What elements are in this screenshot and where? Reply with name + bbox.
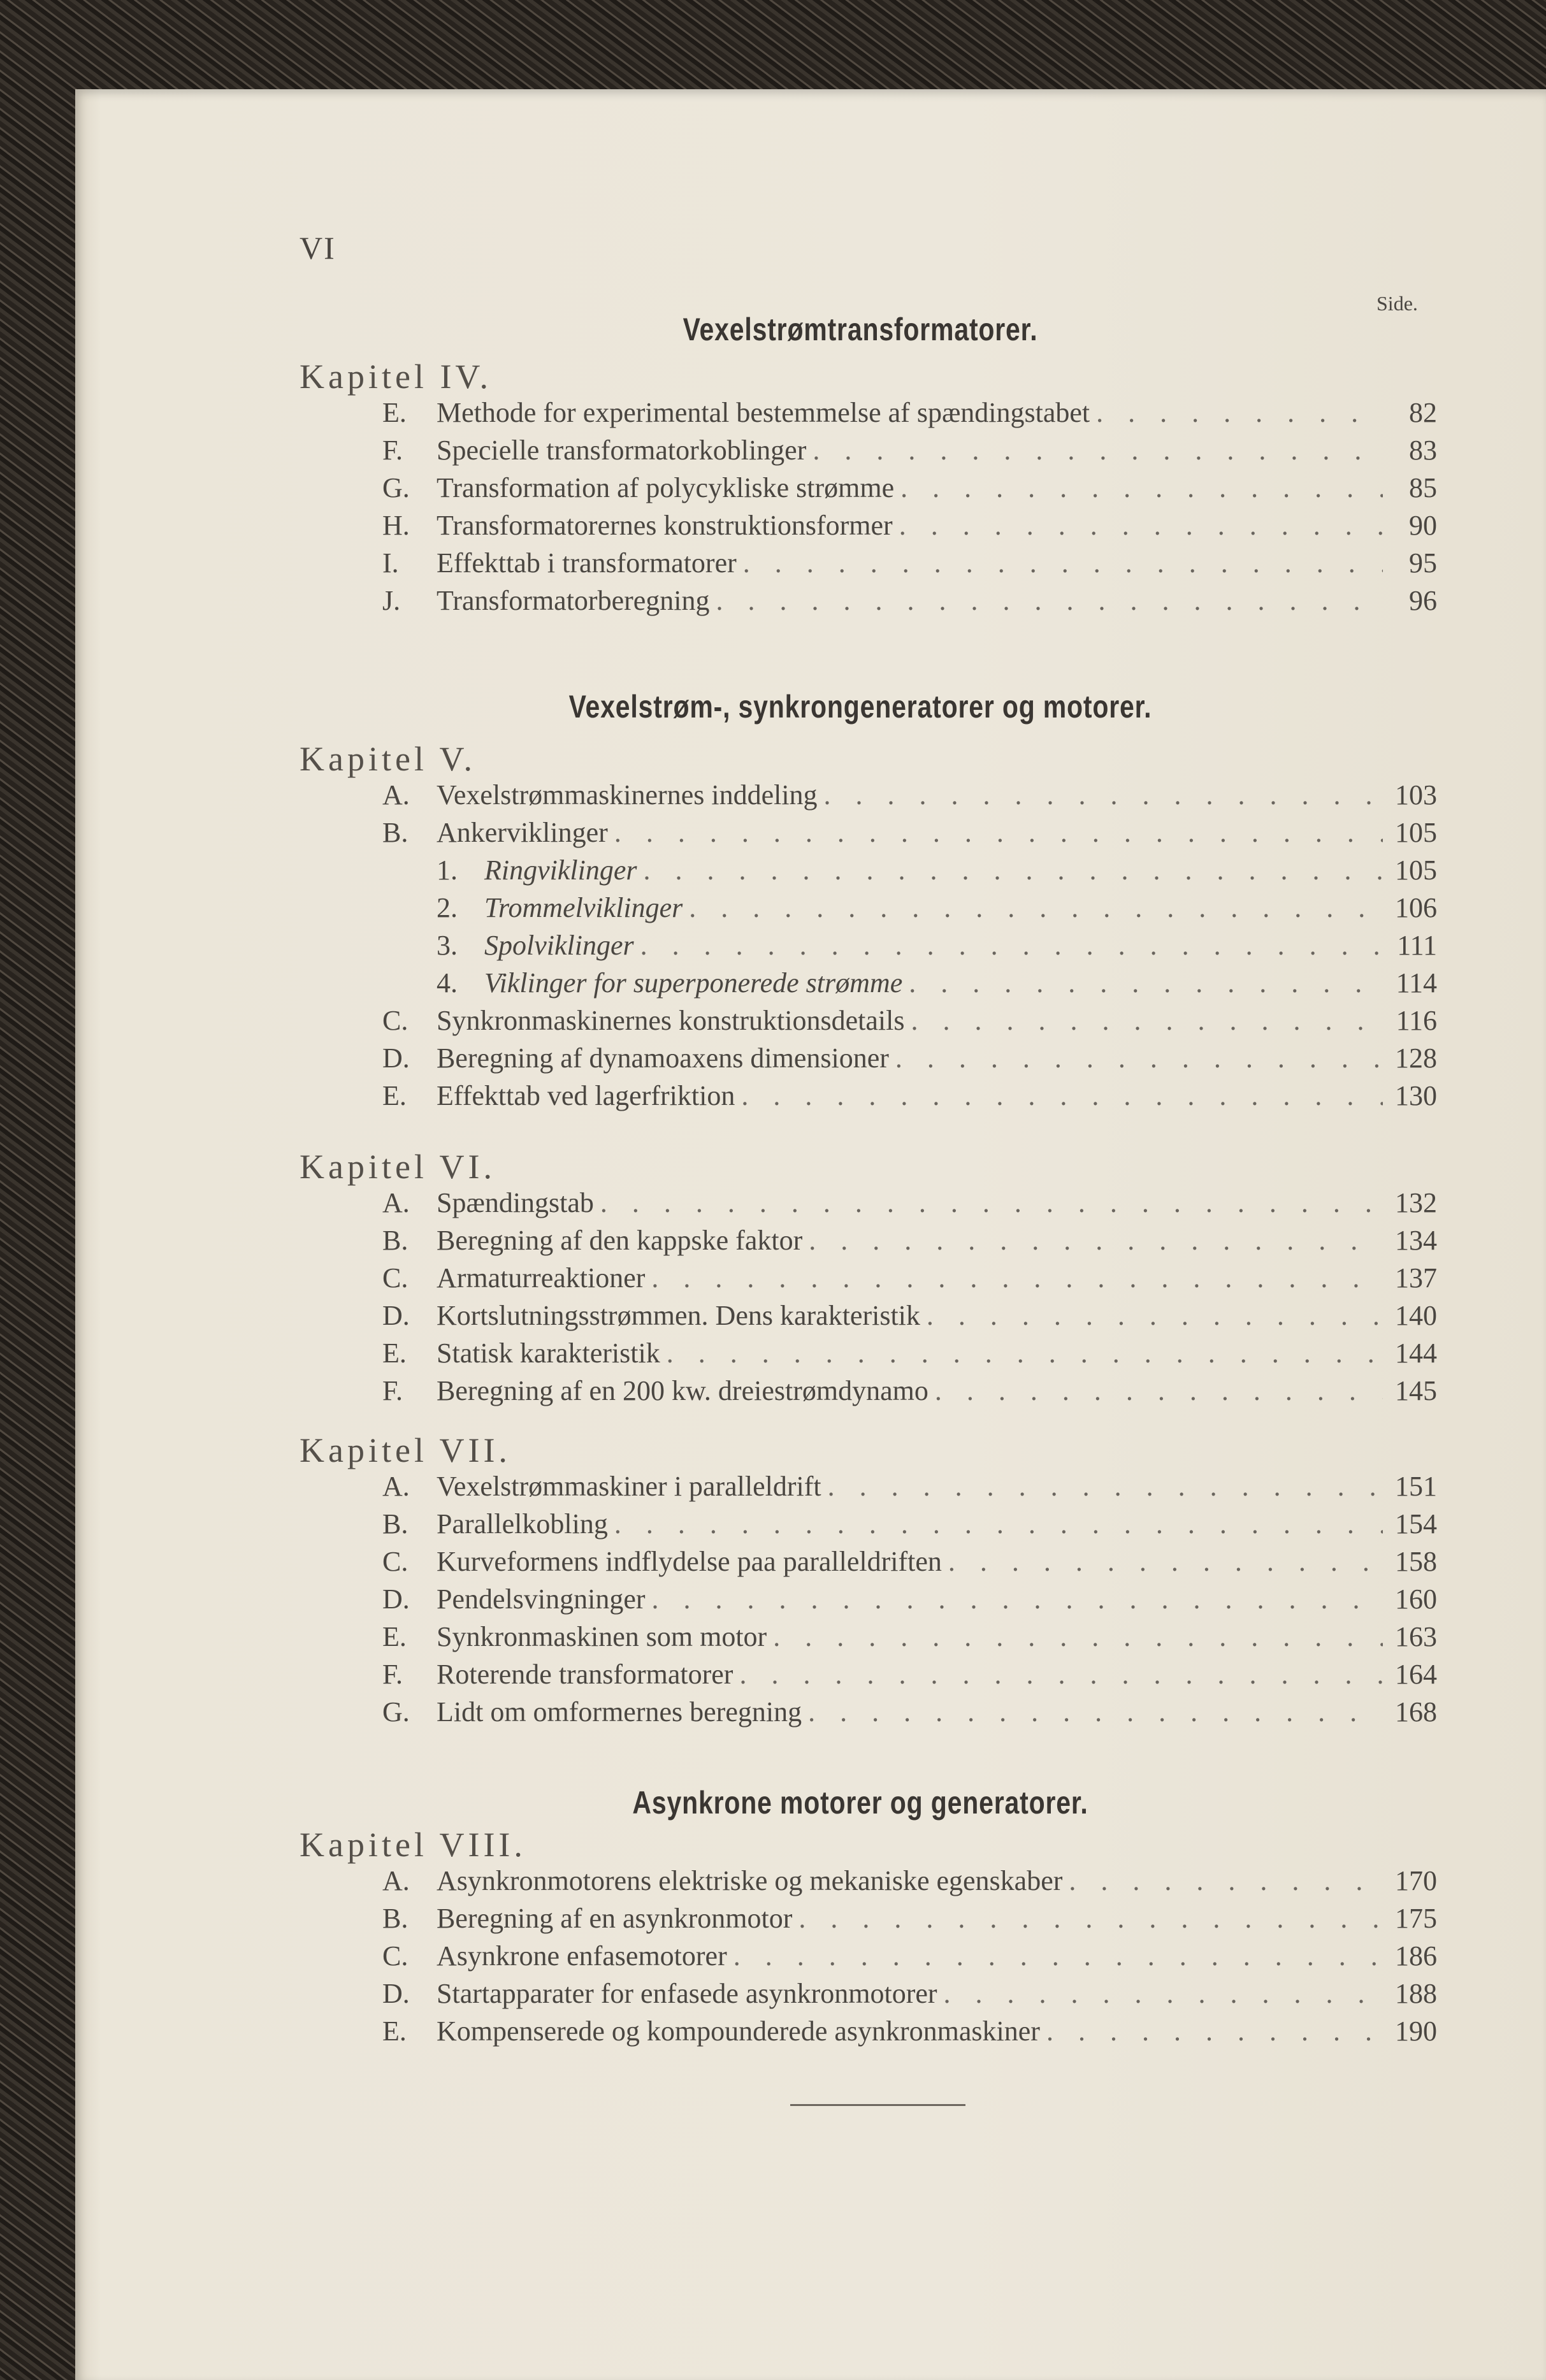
- entry-title: Beregning af den kappske faktor: [437, 1225, 803, 1256]
- dot-leader: [937, 1977, 1383, 2010]
- entry-title: Synkronmaskinen som motor: [437, 1621, 767, 1652]
- toc-entry: [382, 1042, 1437, 1079]
- entry-title: Beregning af dynamoaxens dimensioner: [437, 1042, 889, 1074]
- section-heading: Vexelstrøm-, synkrongeneratorer og motorer.: [568, 689, 1152, 725]
- entry-title: Beregning af en 200 kw. dreiestrømdynamo: [437, 1375, 928, 1406]
- entry-title: Transformation af polycykliske strømme: [437, 472, 895, 503]
- entry-page: 90: [1409, 510, 1437, 541]
- entry-title: Asynkrone enfasemotorer: [437, 1940, 727, 1972]
- chapter-title: Kapitel V.: [300, 740, 477, 778]
- entry-letter: 3.: [437, 930, 458, 961]
- side-column-label: Side.: [1376, 292, 1418, 315]
- dot-leader: [889, 1042, 1383, 1074]
- entry-page: 170: [1395, 1865, 1437, 1896]
- chapter-title: Kapitel IV.: [300, 357, 492, 396]
- dot-leader: [634, 929, 1383, 962]
- entry-title: Roterende transformatorer: [437, 1659, 733, 1690]
- chapter-entries: [382, 1864, 1437, 2052]
- entry-letter: D.: [382, 1978, 410, 2009]
- dot-leader: [1040, 2015, 1383, 2047]
- toc-entry: [382, 1186, 1437, 1224]
- entry-title: Pendelsvingninger: [437, 1583, 646, 1615]
- entry-title: Parallelkobling: [437, 1508, 608, 1540]
- entry-page: 128: [1395, 1042, 1437, 1074]
- entry-letter: 2.: [437, 892, 458, 923]
- entry-letter: C.: [382, 1262, 408, 1294]
- entry-letter: C.: [382, 1005, 408, 1036]
- entry-title: Lidt om omformernes beregning: [437, 1696, 802, 1727]
- entry-letter: B.: [382, 1508, 408, 1540]
- toc-entry: [382, 891, 1437, 929]
- entry-title: Beregning af en asynkronmotor: [437, 1903, 793, 1934]
- dot-leader: [894, 472, 1383, 504]
- chapter-entries: [382, 1186, 1437, 1412]
- entry-letter: C.: [382, 1940, 408, 1972]
- entry-page: 140: [1395, 1300, 1437, 1331]
- toc-entry: [382, 1864, 1437, 1902]
- chapter-title: Kapitel VI.: [300, 1148, 496, 1186]
- entry-title: Ankerviklinger: [437, 817, 608, 848]
- entry-letter: A.: [382, 779, 410, 811]
- dot-leader: [733, 1658, 1383, 1691]
- entry-page: 114: [1396, 967, 1437, 999]
- entry-letter: 1.: [437, 855, 458, 886]
- entry-title: Vexelstrømmaskiner i paralleldrift: [437, 1471, 821, 1502]
- dot-leader: [737, 547, 1383, 579]
- entry-title: Effekttab ved lagerfriktion: [437, 1080, 735, 1111]
- toc-entry: [382, 1224, 1437, 1262]
- entry-letter: A.: [382, 1187, 410, 1218]
- toc-entry: [382, 1299, 1437, 1337]
- entry-page: 168: [1395, 1696, 1437, 1727]
- entry-page: 158: [1395, 1546, 1437, 1577]
- chapter-entries: [382, 1470, 1437, 1733]
- entry-letter: C.: [382, 1546, 408, 1577]
- entry-letter: G.: [382, 1696, 410, 1727]
- entry-title: Effekttab i transformatorer: [437, 547, 737, 579]
- chapter-title: Kapitel VII.: [300, 1431, 511, 1469]
- entry-title: Synkronmaskinernes konstruktionsdetails: [437, 1005, 905, 1036]
- entry-page: 130: [1395, 1080, 1437, 1111]
- entry-title: Spolviklinger: [484, 930, 634, 961]
- entry-title: Startapparater for enfasede asynkronmotorer: [437, 1978, 937, 2009]
- entry-letter: B.: [382, 1903, 408, 1934]
- toc-entry: [382, 816, 1437, 854]
- entry-title: Transformatorberegning: [437, 585, 710, 616]
- dot-leader: [821, 1470, 1383, 1503]
- entry-page: 106: [1395, 892, 1437, 923]
- dot-leader: [608, 816, 1383, 849]
- end-rule: [790, 2104, 965, 2106]
- entry-page: 190: [1395, 2016, 1437, 2047]
- entry-page: 82: [1409, 397, 1437, 428]
- toc-entry: [382, 1374, 1437, 1412]
- dot-leader: [608, 1508, 1383, 1540]
- toc-entry: [382, 1079, 1437, 1117]
- entry-page: 134: [1395, 1225, 1437, 1256]
- entry-title: Viklinger for superponerede strømme: [484, 967, 903, 999]
- entry-page: 160: [1395, 1583, 1437, 1615]
- dot-leader: [806, 434, 1383, 466]
- toc-entry: [382, 547, 1437, 584]
- dot-leader: [928, 1374, 1383, 1407]
- entry-letter: B.: [382, 1225, 408, 1256]
- entry-letter: E.: [382, 2016, 407, 2047]
- entry-letter: I.: [382, 547, 399, 579]
- entry-page: 103: [1395, 779, 1437, 811]
- entry-letter: H.: [382, 510, 410, 541]
- entry-page: 96: [1409, 585, 1437, 616]
- entry-page: 105: [1395, 855, 1437, 886]
- toc-entry: [382, 1977, 1437, 2015]
- entry-page: 164: [1395, 1659, 1437, 1690]
- entry-letter: 4.: [437, 967, 458, 999]
- chapter-entries: [382, 396, 1437, 622]
- entry-title: Specielle transformatorkoblinger: [437, 435, 807, 466]
- entry-title: Ringviklinger: [484, 855, 637, 886]
- entry-letter: E.: [382, 1621, 407, 1652]
- entry-letter: A.: [382, 1865, 410, 1896]
- entry-page: 137: [1395, 1262, 1437, 1294]
- entry-letter: E.: [382, 397, 407, 428]
- toc-entry: [382, 434, 1437, 472]
- entry-page: 154: [1395, 1508, 1437, 1540]
- toc-entry: [382, 1470, 1437, 1508]
- toc-entry: [382, 1902, 1437, 1940]
- dot-leader: [646, 1583, 1383, 1615]
- dot-leader: [905, 1004, 1383, 1037]
- entry-page: 175: [1395, 1903, 1437, 1934]
- toc-entry: [382, 1508, 1437, 1545]
- entry-letter: D.: [382, 1300, 410, 1331]
- dot-leader: [942, 1545, 1383, 1578]
- entry-page: 83: [1409, 435, 1437, 466]
- dot-leader: [710, 584, 1383, 617]
- chapter-title: Kapitel VIII.: [300, 1826, 526, 1864]
- entry-page: 145: [1395, 1375, 1437, 1406]
- toc-entry: [382, 1337, 1437, 1374]
- toc-entry: [382, 2015, 1437, 2052]
- toc-entry: [382, 854, 1437, 891]
- toc-entry: [382, 472, 1437, 509]
- entry-title: Statisk karakteristik: [437, 1338, 660, 1369]
- entry-title: Trommelviklinger: [484, 892, 683, 923]
- entry-letter: F.: [382, 435, 403, 466]
- dot-leader: [902, 967, 1383, 999]
- dot-leader: [683, 891, 1383, 924]
- entry-title: Armaturreaktioner: [437, 1262, 646, 1294]
- entry-page: 144: [1395, 1338, 1437, 1369]
- dot-leader: [802, 1224, 1383, 1257]
- dot-leader: [893, 509, 1383, 542]
- dot-leader: [645, 1262, 1383, 1294]
- entry-letter: G.: [382, 472, 410, 503]
- dot-leader: [920, 1299, 1383, 1332]
- entry-title: Kompenserede og kompounderede asynkronmaskiner: [437, 2016, 1040, 2047]
- entry-letter: E.: [382, 1080, 407, 1111]
- entry-page: 188: [1395, 1978, 1437, 2009]
- entry-letter: D.: [382, 1583, 410, 1615]
- dot-leader: [767, 1620, 1383, 1653]
- dot-leader: [660, 1337, 1383, 1369]
- entry-letter: D.: [382, 1042, 410, 1074]
- dot-leader: [1090, 396, 1383, 429]
- entry-page: 186: [1395, 1940, 1437, 1972]
- entry-page: 95: [1409, 547, 1437, 579]
- entry-title: Methode for experimental bestemmelse af spændingstabet: [437, 397, 1090, 428]
- toc-entry: [382, 1620, 1437, 1658]
- toc-entry: [382, 1262, 1437, 1299]
- entry-title: Kurveformens indflydelse paa paralleldriften: [437, 1546, 942, 1577]
- dot-leader: [818, 779, 1383, 811]
- dot-leader: [802, 1696, 1383, 1728]
- page-number: VI: [300, 230, 336, 266]
- toc-entry: [382, 1004, 1437, 1042]
- entry-letter: E.: [382, 1338, 407, 1369]
- entry-title: Asynkronmotorens elektriske og mekaniske egenskaber: [437, 1865, 1063, 1896]
- chapter-entries: [382, 779, 1437, 1117]
- dot-leader: [727, 1940, 1383, 1972]
- toc-entry: [382, 929, 1437, 967]
- toc-entry: [382, 967, 1437, 1004]
- dot-leader: [1062, 1864, 1383, 1897]
- entry-page: 163: [1395, 1621, 1437, 1652]
- entry-letter: F.: [382, 1659, 403, 1690]
- section-heading: Asynkrone motorer og generatorer.: [632, 1785, 1088, 1821]
- entry-letter: B.: [382, 817, 408, 848]
- dot-leader: [637, 854, 1383, 886]
- entry-title: Spændingstab: [437, 1187, 594, 1218]
- toc-entry: [382, 509, 1437, 547]
- toc-entry: [382, 1696, 1437, 1733]
- toc-entry: [382, 779, 1437, 816]
- entry-title: Kortslutningsstrømmen. Dens karakteristik: [437, 1300, 920, 1331]
- entry-page: 111: [1397, 930, 1437, 961]
- toc-entry: [382, 1940, 1437, 1977]
- toc-entry: [382, 584, 1437, 622]
- entry-page: 132: [1395, 1187, 1437, 1218]
- entry-page: 105: [1395, 817, 1437, 848]
- toc-entry: [382, 396, 1437, 434]
- dot-leader: [735, 1079, 1383, 1112]
- toc-entry: [382, 1658, 1437, 1696]
- toc-entry: [382, 1545, 1437, 1583]
- toc-entry: [382, 1583, 1437, 1620]
- dot-leader: [792, 1902, 1383, 1935]
- entry-letter: J.: [382, 585, 401, 616]
- entry-letter: A.: [382, 1471, 410, 1502]
- entry-page: 85: [1409, 472, 1437, 503]
- entry-page: 151: [1395, 1471, 1437, 1502]
- entry-title: Transformatorernes konstruktionsformer: [437, 510, 893, 541]
- dot-leader: [594, 1186, 1383, 1219]
- section-heading: Vexelstrømtransformatorer.: [683, 312, 1038, 347]
- entry-letter: F.: [382, 1375, 403, 1406]
- entry-page: 116: [1396, 1005, 1437, 1036]
- entry-title: Vexelstrømmaskinernes inddeling: [437, 779, 818, 811]
